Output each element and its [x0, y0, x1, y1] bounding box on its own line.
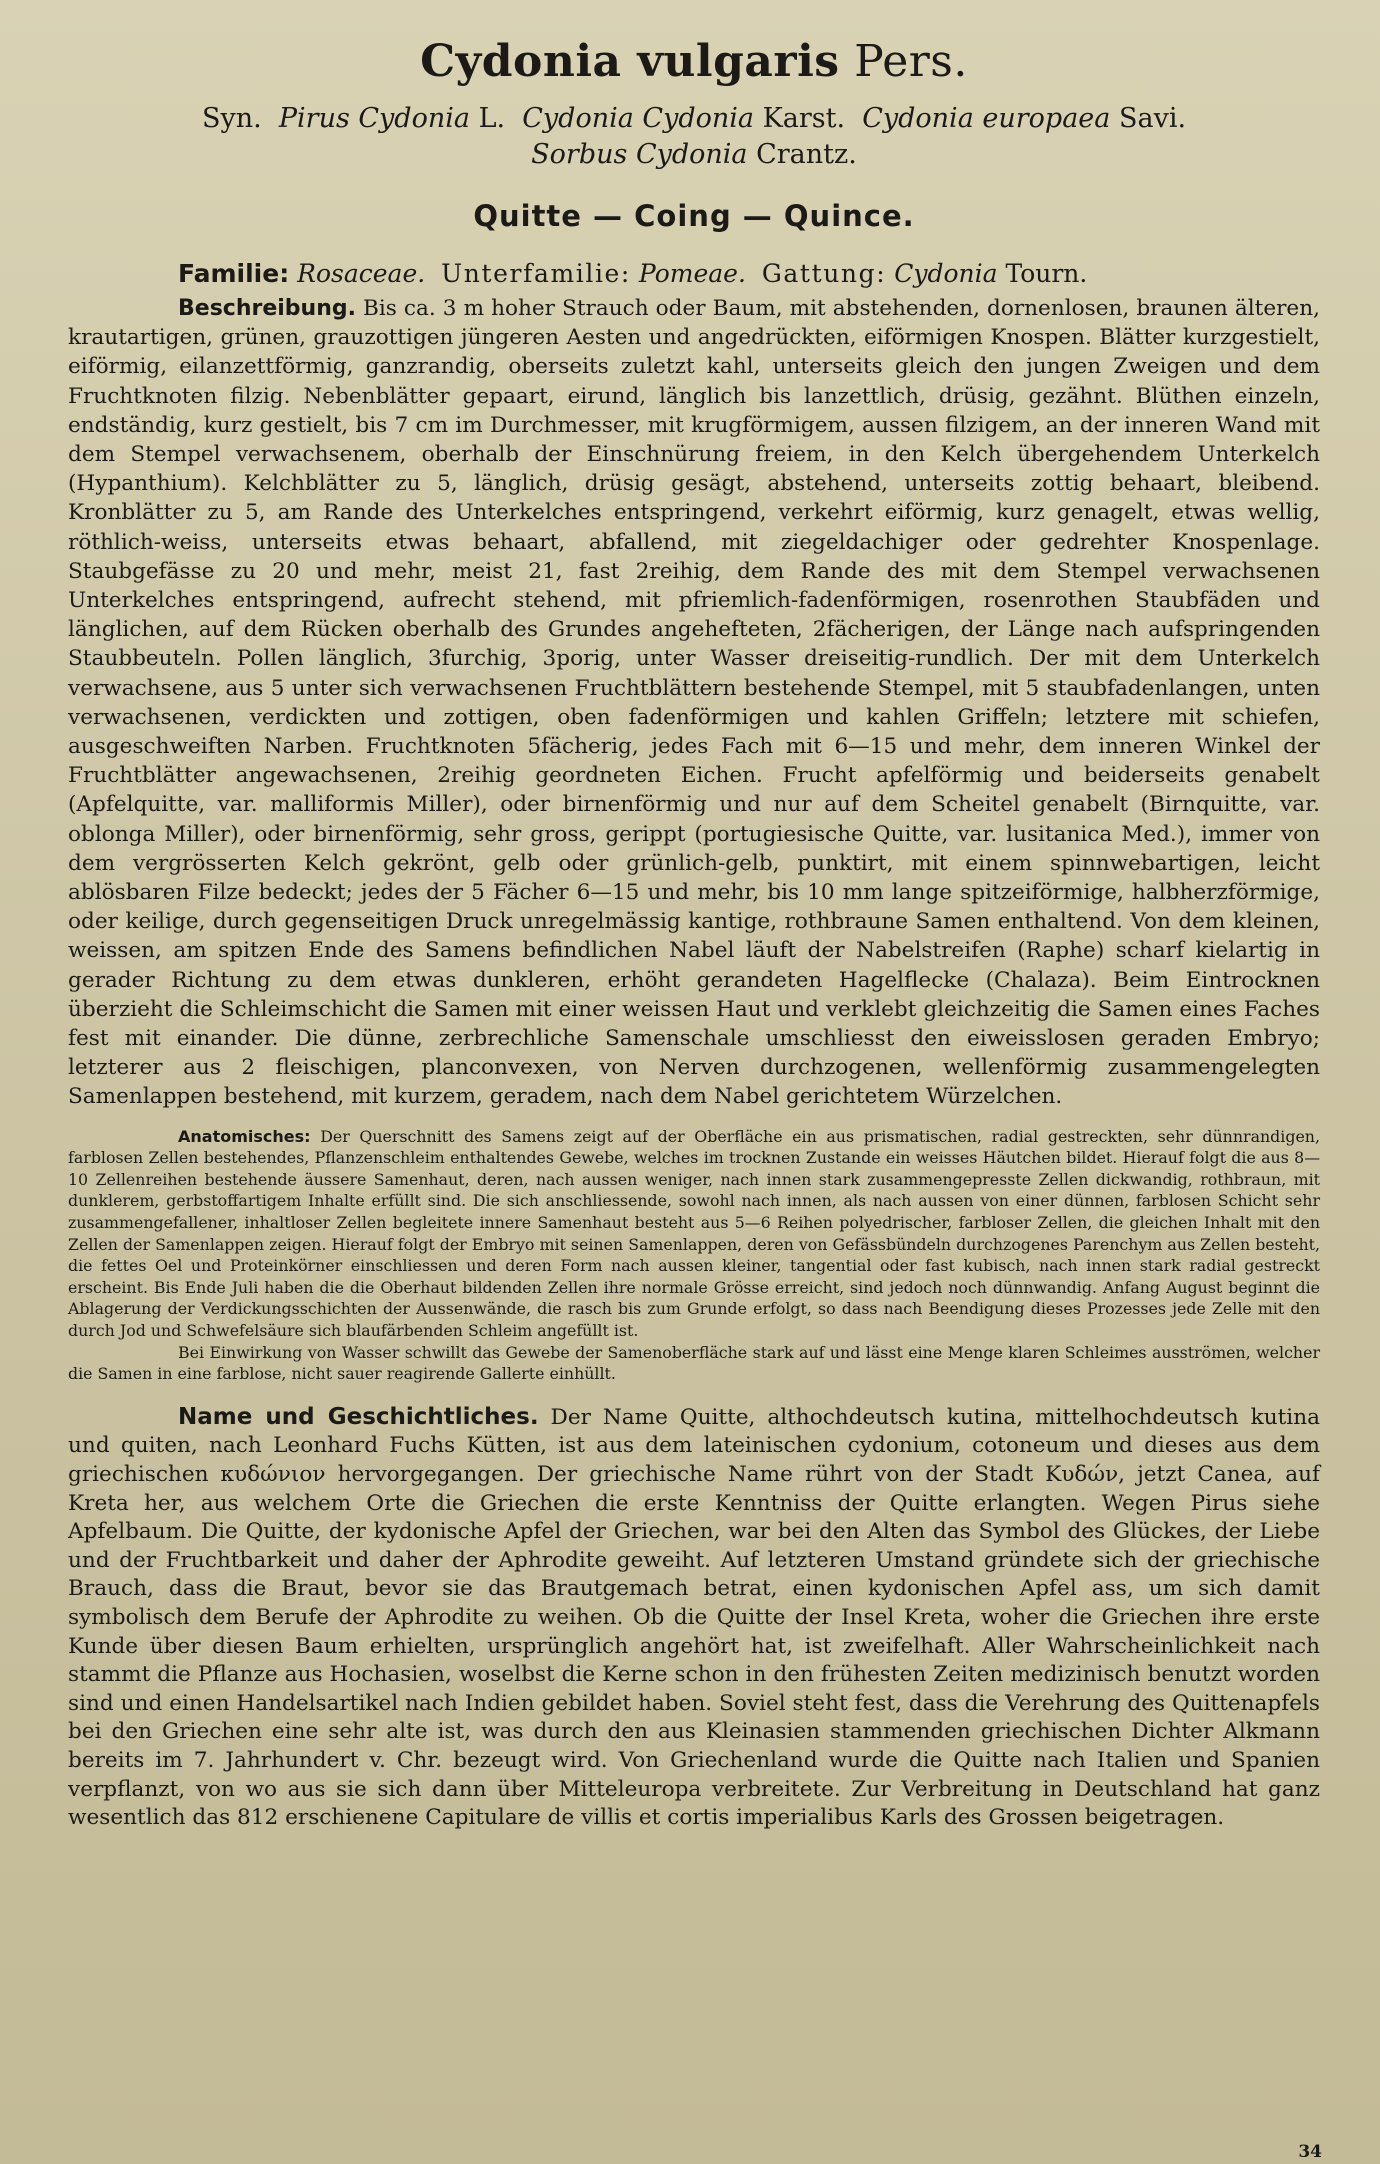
species-author: Pers.: [854, 36, 968, 87]
unterfamilie-value: Pomeae.: [638, 259, 746, 288]
familie-value: Rosaceae.: [297, 259, 426, 288]
synonym-name: Pirus Cydonia: [278, 103, 470, 134]
description-text: Bis ca. 3 m hoher Strauch oder Baum, mit abstehenden, dornenlosen, braunen älteren, krautartigen, grünen, grauzottigen jüngeren Aesten und angedrückten, eiförmigen Knospen. Blätter kurzgestielt, eiförmig, eilanzettförmig, ganzrandig, oberseits zuletzt kahl, unterseits gleich den jungen Zweigen und dem Fruchtknoten filzig. Nebenblätter gepaart, eirund, länglich bis lanzettlich, drüsig, gezähnt. Blüthen einzeln, endständig, kurz gestielt, bis 7 cm im Durchmesser, mit krugförmigem, aussen filzigem, an der inneren Wand mit dem Stempel verwachsenem, oberhalb der Einschnürung freiem, in den Kelch übergehendem Unterkelch (Hypanthium). Kelchblätter zu 5, länglich, drüsig gesägt, abstehend, unterseits zottig behaart, bleibend. Kronblätter zu 5, am Rande des Unterkelches entspringend, verkehrt eiförmig, kurz genagelt, etwas wellig, röthlich-weiss, unterseits etwas behaart, abfallend, mit ziegeldachiger oder gedrehter Knospenlage. Staubgefässe zu 20 und mehr, meist 21, fast 2reihig, dem Rande des mit dem Stempel verwachsenen Unterkelches entspringend, aufrecht stehend, mit pfriemlich-fadenförmigen, rosenrothen Staubfäden und länglichen, auf dem Rücken oberhalb des Grundes angehefteten, 2fächerigen, der Länge nach aufspringenden Staubbeuteln. Pollen länglich, 3furchig, 3porig, unter Wasser dreiseitig-rundlich. Der mit dem Unterkelch verwachsene, aus 5 unter sich verwachsenen Fruchtblättern bestehende Stempel, mit 5 staubfadenlangen, unten verwachsenen, verdickten und zottigen, oben fadenförmigen und kahlen Griffeln; letztere mit schiefen, ausgeschweiften Narben. Fruchtknoten 5fächerig, jedes Fach mit 6—15 und mehr, dem inneren Winkel der Fruchtblätter angewachsenen, 2reihig geordneten Eichen. Frucht apfelförmig und beiderseits genabelt (Apfelquitte, var. malliformis Miller), oder birnenförmig und nur auf dem Scheitel genabelt (Birnquitte, var. oblonga Miller), oder birnenförmig, sehr gross, gerippt (portugiesische Quitte, var. lusitanica Med.), immer von dem vergrösserten Kelch gekrönt, gelb oder grünlich-gelb, punktirt, mit einem spinnwebartigen, leicht ablösbaren Filze bedeckt; jedes der 5 Fächer 6—15 und mehr, bis 10 mm lange spitzeiförmige, halbherzförmige, oder keilige, durch gegenseitigen Druck unregelmässig kantige, rothbraune Samen enthaltend. Von dem kleinen, weissen, am spitzen Ende des Samens befindlichen Nabel läuft der Nabelstreifen (Raphe) scharf kielartig in gerader Richtung zu dem etwas dunkleren, erhöht gerandeten Hagelflecke (Chalaza). Beim Eintrocknen überzieht die Schleimschicht die Samen mit einer weissen Haut und verklebt gleichzeitig die Samen eines Faches fest mit einander. Die dünne, zerbrechliche Samenschale umschliesst den eiweisslosen geraden Embryo; letzterer aus 2 fleischigen, planconvexen, von Nerven durchzogenen, wellenförmig zusammengelegten Samenlappen bestehend, mit kurzem, geradem, nach dem Nabel gerichtetem Würzelchen.: [68, 296, 1320, 1110]
synonym-author: L.: [478, 103, 506, 134]
gattung-author: Tourn.: [1005, 259, 1088, 288]
anatomy-text: Der Querschnitt des Samens zeigt auf der Oberfläche ein aus prismatischen, radial gestreckten, sehr dünnrandigen, farblosen Zellen bestehendes, Pflanzenschleim enthaltendes Gewebe, welches im trocknen Zustande ein weisses Häutchen bildet. Hierauf folgt die aus 8—10 Zellenreihen bestehende äussere Samenhaut, deren, nach aussen weniger, nach innen stark zusammengepresste Zellen dickwandig, rothbraun, mit dunklerem, gerbstoffartigem Inhalte erfüllt sind. Die sich anschliessende, sowohl nach innen, als nach aussen von einer dünnen, farblosen Schicht sehr zusammengefallener, inhaltloser Zellen begleitete innere Samenhaut besteht aus 5—6 Reihen polyedrischer, farbloser Zellen, die gleichen Inhalt mit den Zellen der Samenlappen zeigen. Hierauf folgt der Embryo mit seinen Samenlappen, deren von Gefässbündeln durchzogenes Parenchym aus Zellen besteht, die fettes Oel und Proteinkörner einschliessen und deren Form nach aussen kleiner, tangential oder fast kubisch, nach innen stark radial gestreckt erscheint. Bis Ende Juli haben die die Oberhaut bildenden Zellen ihre normale Grösse erreicht, sind jedoch noch dünnwandig. Anfang August beginnt die Ablagerung der Verdickungsschichten der Aussenwände, die rasch bis zum Grunde erfolgt, so dass nach Beendigung dieses Prozesses jede Zelle mit den durch Jod und Schwefelsäure sich blaufärbenden Schleim angefüllt ist.: [68, 1126, 1320, 1341]
synonym-author: Karst.: [762, 103, 846, 134]
page-content: [68, 36, 1320, 1833]
description-heading: Beschreibung.: [178, 296, 356, 321]
history-heading: Name und Geschichtliches.: [178, 1403, 539, 1430]
page-number: 34: [1298, 2142, 1322, 2162]
history-text: Der Name Quitte, althochdeutsch kutina, mittelhochdeutsch kutina und quiten, nach Leonhard Fuchs Kütten, ist aus dem lateinischen cydonium, cotoneum und dieses aus dem griechischen κυδώνιον hervorgegangen. Der griechische Name rührt von der Stadt Κυδών, jetzt Canea, auf Kreta her, aus welchem Orte die Griechen die erste Kenntniss der Quitte erlangten. Wegen Pirus siehe Apfelbaum. Die Quitte, der kydonische Apfel der Griechen, war bei den Alten das Symbol des Glückes, der Liebe und der Fruchtbarkeit und daher der Aphrodite geweiht. Auf letzteren Umstand gründete sich der griechische Brauch, dass die Braut, bevor sie das Brautgemach betrat, einen kydonischen Apfel ass, um sich damit symbolisch dem Berufe der Aphrodite zu weihen. Ob die Quitte der Insel Kreta, woher die Griechen ihre erste Kunde über diesen Baum erhielten, ursprünglich angehört hat, ist zweifelhaft. Aller Wahrscheinlichkeit nach stammt die Pflanze aus Hochasien, woselbst die Kerne schon in den frühesten Zeiten medizinisch benutzt worden sind und einen Handelsartikel nach Indien gebildet haben. Soviel steht fest, dass die Verehrung des Quittenapfels bei den Griechen eine sehr alte ist, was durch den aus Kleinasien stammenden griechischen Dichter Alkmann bereits im 7. Jahrhundert v. Chr. bezeugt wird. Von Griechenland wurde die Quitte nach Italien und Spanien verpflanzt, von wo aus sie sich dann über Mitteleuropa verbreitete. Zur Verbreitung in Deutschland hat ganz wesentlich das 812 erschienene Capitulare de villis et cortis imperialibus Karls des Grossen beigetragen.: [68, 1404, 1320, 1831]
gattung-label: Gattung:: [761, 259, 887, 288]
anatomy-heading: Anatomisches:: [178, 1126, 311, 1146]
unterfamilie-label: Unterfamilie:: [441, 259, 631, 288]
species-name: Cydonia vulgaris: [420, 36, 840, 87]
gattung-value: Cydonia: [894, 259, 998, 288]
description-section: [68, 294, 1320, 1112]
history-section: [68, 1403, 1320, 1833]
synonym-name: Cydonia Cydonia: [522, 103, 754, 134]
anatomy-section: [68, 1126, 1320, 1342]
common-names: Quitte — Coing — Quince.: [473, 199, 915, 233]
classification: [178, 259, 1320, 288]
synonyms-label: Syn.: [201, 103, 262, 134]
synonym-name: Sorbus Cydonia: [531, 139, 748, 170]
synonym-author: Savi.: [1118, 103, 1187, 134]
synonyms: [68, 101, 1320, 173]
synonym-author: Crantz.: [756, 139, 857, 170]
anatomy-paragraph-2: Bei Einwirkung von Wasser schwillt das Gewebe der Samenoberfläche stark auf und lässt eine Menge klaren Schleimes ausströmen, welcher die Samen in eine farblose, nicht sauer reagirende Gallerte einhüllt.: [68, 1342, 1320, 1384]
page-title: [68, 36, 1320, 87]
familie-label: Familie:: [178, 259, 290, 288]
synonym-name: Cydonia europaea: [862, 103, 1111, 134]
